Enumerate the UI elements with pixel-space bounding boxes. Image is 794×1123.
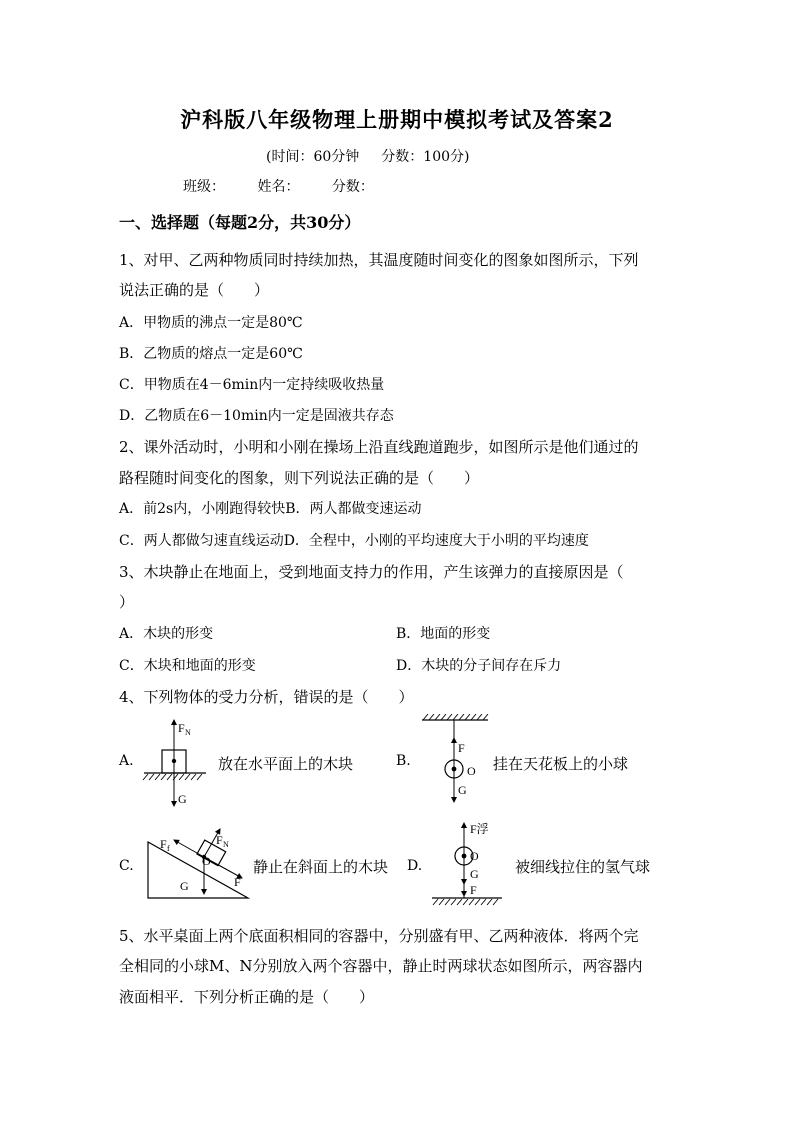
q4-figure-d [430, 818, 510, 910]
exam-total-score: 分数：100分) [381, 149, 470, 165]
q5-stem-line3: 液面相平．下列分析正确的是（ ） [119, 988, 375, 1006]
f-label-c: F [234, 875, 241, 889]
ff-subscript-c: f [167, 844, 170, 853]
q3-stem-line2: ） [119, 593, 135, 611]
g-label-a: G [178, 792, 187, 806]
q4-figure-c [140, 820, 252, 902]
q2-stem-line2: 路程随时间变化的图象，则下列说法正确的是（ ） [119, 469, 480, 487]
q4-option-c-caption: 静止在斜面上的木块 [253, 858, 389, 876]
points-label: 分数： [331, 179, 374, 195]
q4-option-d-letter: D. [407, 858, 423, 874]
f-label-b: F [458, 741, 465, 755]
student-info-line [183, 176, 402, 196]
q4-option-a-letter: A. [119, 753, 134, 769]
f-label-d: F [470, 883, 477, 897]
page-title: 沪科版八年级物理上册期中模拟考试及答案2 [180, 107, 614, 132]
q2-stem-line1: 2、课外活动时，小明和小刚在操场上沿直线跑道跑步，如图所示是他们通过的 [119, 438, 639, 456]
q3-option-d: D．木块的分子间存在斥力 [396, 658, 562, 674]
q4-option-b-letter: B. [396, 753, 411, 769]
fn-subscript-a: N [185, 728, 191, 737]
q4-figure-b [418, 714, 492, 806]
exam-time: (时间：60分钟 [266, 149, 360, 165]
name-label: 姓名： [257, 179, 300, 195]
q5-stem-line2: 全相同的小球M、N分别放入两个容器中，静止时两球状态如图所示，两容器内 [119, 957, 643, 975]
fn-label-c: F [216, 833, 223, 847]
q1-stem-line2: 说法正确的是（ ） [119, 281, 270, 299]
section-heading: 一、选择题（每题2分，共30分） [119, 213, 361, 232]
ff-label-c: F [160, 837, 167, 851]
q3-option-c: C．木块和地面的形变 [119, 658, 256, 674]
q4-figure-a [140, 714, 210, 810]
o-label-d: O [470, 849, 479, 863]
class-label: 班级： [183, 179, 225, 195]
q3-option-b: B．地面的形变 [396, 626, 491, 642]
o-label-c: O [202, 854, 211, 868]
q4-option-a-caption: 放在水平面上的木块 [218, 755, 354, 773]
q4-option-b-caption: 挂在天花板上的小球 [493, 755, 629, 773]
fn-label-a: F [178, 721, 185, 735]
q3-option-a: A．木块的形变 [119, 626, 214, 642]
exam-info [266, 146, 469, 166]
q2-options-ab: A．前2s内，小刚跑得较快B．两人都做变速运动 [119, 501, 422, 517]
q1-option-b: B．乙物质的熔点一定是60℃ [119, 346, 303, 362]
ffu-label-d: F浮 [470, 822, 489, 836]
q4-stem: 4、下列物体的受力分析，错误的是（ ） [119, 688, 414, 706]
o-label-b: O [467, 764, 476, 778]
q1-option-c: C．甲物质在4－6min内一定持续吸收热量 [119, 377, 385, 393]
q2-options-cd: C．两人都做匀速直线运动D．全程中，小刚的平均速度大于小明的平均速度 [119, 533, 589, 549]
fn-subscript-c: N [223, 840, 229, 849]
g-label-d: G [470, 867, 479, 881]
q1-option-d: D．乙物质在6－10min内一定是固液共存态 [119, 408, 394, 424]
q5-stem-line1: 5、水平桌面上两个底面积相同的容器中，分别盛有甲、乙两种液体．将两个完 [119, 927, 639, 945]
q4-option-d-caption: 被细线拉住的氢气球 [515, 858, 651, 876]
q1-stem-line1: 1、对甲、乙两种物质同时持续加热，其温度随时间变化的图象如图所示，下列 [119, 251, 639, 269]
q4-option-c-letter: C. [119, 858, 134, 874]
q1-option-a: A．甲物质的沸点一定是80℃ [119, 315, 303, 331]
g-label-b: G [458, 783, 467, 797]
q3-stem-line1: 3、木块静止在地面上，受到地面支持力的作用，产生该弹力的直接原因是（ [119, 563, 624, 581]
g-label-c: G [180, 879, 189, 893]
